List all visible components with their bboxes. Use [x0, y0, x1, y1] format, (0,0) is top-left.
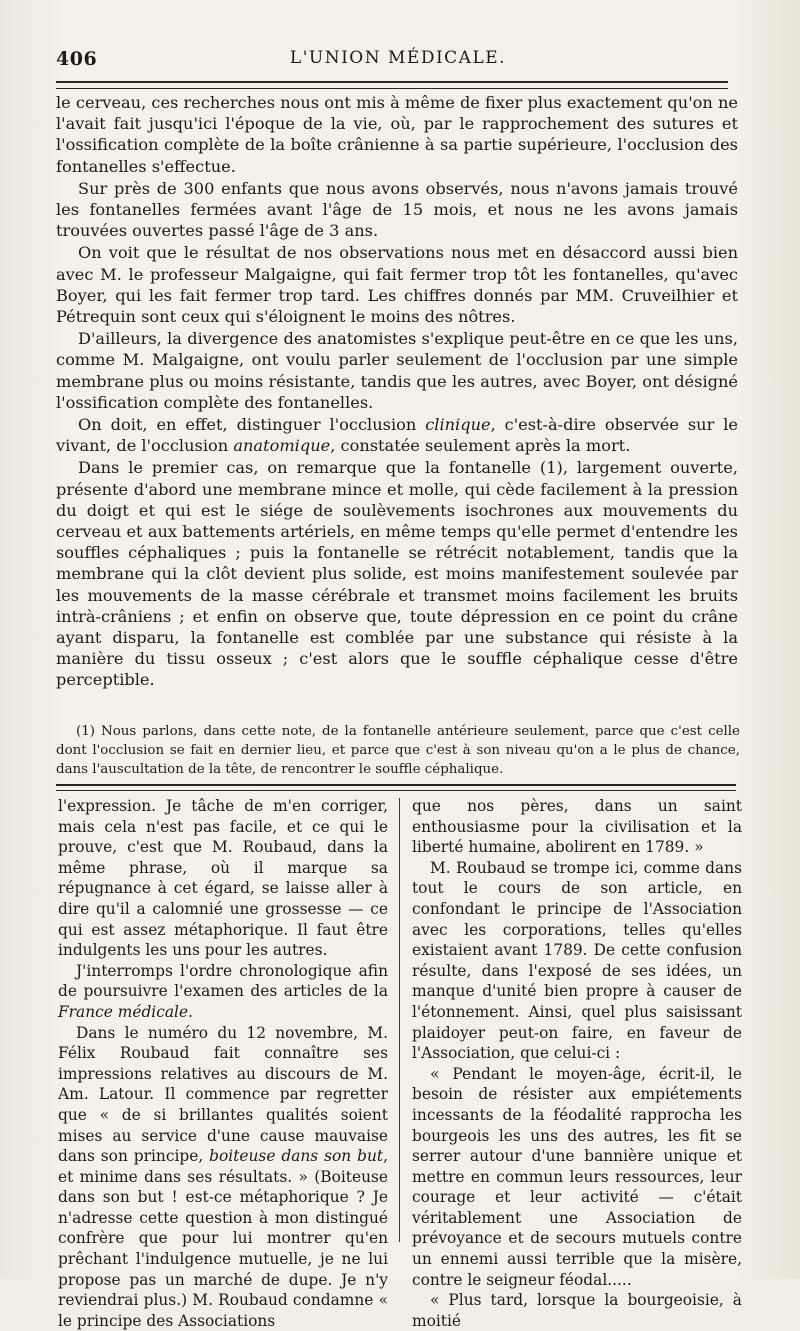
paragraph: « Pendant le moyen-âge, écrit-il, le besoin de résister aux empiétements incessants de la féodalité rapprocha les bourgeois les uns des autres, les fit se serrer autour d'une bannière unique et mettre en commun leurs ressources, leur courage et leur activité — c'était véritablement une Association de prévoyance et de secours mutuels contre un ennemi aussi terrible que la misère, contre le seigneur féodal..... — [412, 1064, 742, 1289]
paragraph: « Plus tard, lorsque la bourgeoisie, à moitié — [412, 1291, 742, 1330]
emphasis: clinique — [425, 415, 491, 435]
main-article — [56, 92, 738, 691]
column-divider — [399, 798, 400, 1242]
paragraph: que nos pères, dans un saint enthousiasme pour la civilisation et la liberté humaine, abolirent en 1789. » — [412, 797, 742, 857]
paragraph: J'interromps l'ordre chronologique afin de poursuivre l'examen des articles de la France médicale. — [58, 961, 388, 1021]
right-column — [412, 796, 742, 1331]
page-number: 406 — [56, 48, 98, 70]
emphasis: boiteuse dans son but — [209, 1147, 384, 1166]
footnote — [56, 722, 740, 779]
section-rule — [56, 784, 736, 791]
footnote-text: (1) Nous parlons, dans cette note, de la fontanelle antérieure seulement, parce que c'est celle dont l'occlusion se fait en dernier lieu, et parce que c'est à son niveau qu'on a le plus de chance, dans l'auscultation de la tête, de rencontrer le souffle céphalique. — [56, 724, 740, 777]
header-rule — [56, 81, 728, 89]
page-header — [56, 48, 740, 78]
left-column — [58, 796, 388, 1331]
paragraph: Dans le numéro du 12 novembre, M. Félix Roubaud fait connaître ses impressions relatives au discours de M. Am. Latour. Il commence par regretter que « de si brillantes qualités soient mises au service d'une cause mauvaise dans son principe, boiteuse dans son but, et minime dans ses résultats. » (Boiteuse dans son but ! est-ce métaphorique ? Je n'adresse cette question à mon distingué confrère que pour lui montrer qu'en prêchant l'indulgence mutuelle, je ne lui propose pas un marché de dupe. Je n'y reviendrai plus.) M. Roubaud condamne « le principe des Associations — [58, 1023, 389, 1330]
journal-title: L'UNION MÉDICALE. — [289, 48, 507, 68]
paragraph: On doit, en effet, distinguer l'occlusion clinique, c'est-à-dire observée sur le vivant, de l'occlusion anatomique, constatée seulement après la mort. — [56, 415, 738, 456]
paragraph: l'expression. Je tâche de m'en corriger, mais cela n'est pas facile, et ce qui le prouve, c'est que M. Roubaud, dans la même phrase, où il marque sa répugnance à cet égard, se laisse aller à dire qu'il a calomnié une grossesse — ce qui est assez métaphorique. Il faut être indulgents les uns pour les autres. — [58, 797, 388, 960]
emphasis: France médicale — [58, 1002, 189, 1021]
paragraph: Sur près de 300 enfants que nous avons observés, nous n'avons jamais trouvé les fontanelles fermées avant l'âge de 15 mois, et nous ne les avons jamais trouvées ouvertes passé l'âge de 3 ans. — [56, 178, 738, 241]
paragraph: le cerveau, ces recherches nous ont mis à même de fixer plus exactement qu'on ne l'avait fait jusqu'ici l'époque de la vie, où, par le rapprochement des sutures et l'ossification complète de la boîte crânienne à sa partie supérieure, l'occlusion des fontanelles s'effectue. — [56, 93, 738, 176]
paragraph: D'ailleurs, la divergence des anatomistes s'explique peut-être en ce que les uns, comme M. Malgaigne, ont voulu parler seulement de l'occlusion par une simple membrane plus ou moins résistante, tandis que les autres, avec Boyer, ont désigné l'ossification complète des fontanelles. — [56, 329, 738, 412]
paragraph: On voit que le résultat de nos observations nous met en désaccord aussi bien avec M. le professeur Malgaigne, qui fait fermer trop tôt les fontanelles, qu'avec Boyer, qui les fait fermer trop tard. Les chiffres donnés par MM. Cruveilhier et Pétrequin sont ceux qui s'éloignent le moins des nôtres. — [56, 243, 738, 327]
paragraph: Dans le premier cas, on remarque que la fontanelle (1), largement ouverte, présente d'abord une membrane mince et molle, qui cède facilement à la pression du doigt et qui est le siége de soulèvements isochrones aux mouvements du cerveau et aux battements artériels, en même temps qu'elle permet d'entendre les souffles céphaliques ; puis la fontanelle se rétrécit notablement, tandis que la membrane qui la clôt devient plus solide, est moins manifestement soulevée par les mouvements de la masse cérébrale et transmet moins facilement les bruits intrà-crâniens ; et enfin on observe que, toute dépression en ce point du crâne ayant disparu, la fontanelle est comblée par une substance qui résiste à la manière du tissu osseux ; c'est alors que le souffle céphalique cesse d'être perceptible. — [56, 458, 738, 690]
paragraph: M. Roubaud se trompe ici, comme dans tout le cours de son article, en confondant le principe de l'Association avec les corporations, telles qu'elles existaient avant 1789. De cette confusion résulte, dans l'exposé de ses idées, un manque d'unité bien propre à causer de l'étonnement. Ainsi, quel plus saisissant plaidoyer peut-on faire, en faveur de l'Association, que celui-ci : — [412, 858, 742, 1063]
emphasis: anatomique — [233, 436, 331, 456]
